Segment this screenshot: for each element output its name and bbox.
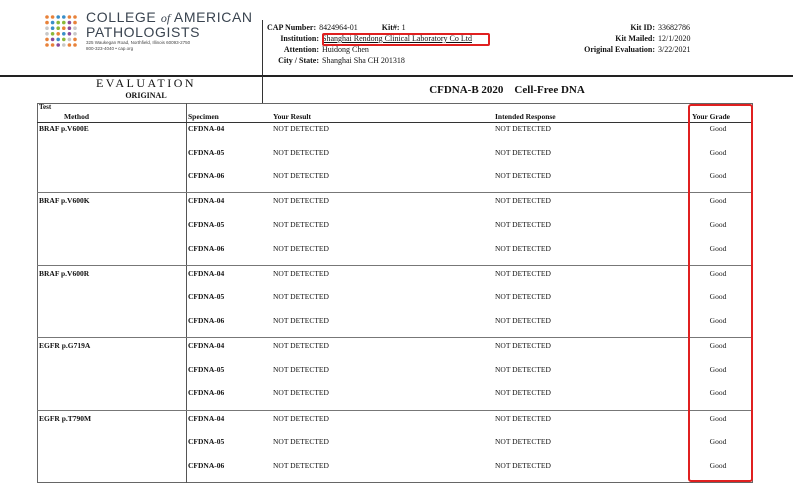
evaluation-title: EVALUATION	[95, 76, 197, 90]
logo-dot	[68, 21, 72, 25]
attention-label: Attention:	[283, 45, 319, 54]
logo-address-line: 325 Waukegan Road, Northfield, Illinois 60093-2750	[86, 40, 191, 45]
logo-dot	[51, 38, 55, 42]
logo-dot	[45, 43, 49, 47]
logo-dot	[73, 26, 77, 30]
specimen-cell: CFDNA-04	[188, 268, 225, 278]
group-rule	[37, 410, 753, 411]
logo-dot	[45, 21, 49, 25]
result-cell: NOT DETECTED	[273, 268, 329, 278]
test-name: BRAF p.V600E	[39, 124, 89, 133]
logo-dot	[62, 15, 66, 19]
result-cell: NOT DETECTED	[273, 341, 329, 351]
original-evaluation-value: 3/22/2021	[658, 45, 691, 54]
logo-dot	[56, 26, 60, 30]
logo-dot	[62, 32, 66, 36]
logo-dot	[56, 43, 60, 47]
logo-dot	[73, 43, 77, 47]
result-cell: NOT DETECTED	[273, 292, 329, 302]
group-rule	[37, 337, 753, 338]
cap-number-label: CAP Number:	[267, 23, 317, 32]
logo-dot	[73, 38, 77, 42]
result-cell: NOT DETECTED	[273, 147, 329, 157]
logo-dot	[51, 43, 55, 47]
grade-cell: Good	[709, 196, 727, 206]
grade-cell: Good	[709, 341, 727, 351]
cap-number-row	[267, 22, 472, 33]
grade-cell: Good	[709, 171, 727, 181]
logo-address	[86, 40, 190, 52]
cap-logo-dots-icon	[44, 14, 78, 48]
logo-name	[86, 10, 253, 39]
header-divider	[262, 20, 263, 76]
original-evaluation-label: Original Evaluation:	[584, 45, 655, 54]
intended-response-cell: NOT DETECTED	[495, 196, 551, 206]
kit-id-label: Kit ID:	[630, 23, 655, 32]
logo-dot	[56, 15, 60, 19]
logo-dot	[51, 21, 55, 25]
result-cell: NOT DETECTED	[273, 437, 329, 447]
grade-cell: Good	[709, 388, 727, 398]
intended-response-cell: NOT DETECTED	[495, 388, 551, 398]
header-your-result: Your Result	[273, 112, 311, 121]
intended-response-cell: NOT DETECTED	[495, 413, 551, 423]
logo-dot	[62, 43, 66, 47]
logo-dot	[51, 15, 55, 19]
test-name: BRAF p.V600K	[39, 196, 90, 206]
specimen-cell: CFDNA-05	[188, 292, 225, 302]
specimen-cell: CFDNA-05	[188, 437, 225, 447]
header-method: Method	[64, 112, 89, 121]
group-rule	[37, 265, 753, 266]
logo-dot	[68, 43, 72, 47]
specimen-cell: CFDNA-06	[188, 460, 225, 470]
specimen-cell: CFDNA-05	[188, 364, 225, 374]
intended-response-cell: NOT DETECTED	[495, 341, 551, 351]
logo-dot	[45, 32, 49, 36]
kit-number	[382, 22, 406, 33]
specimen-cell: CFDNA-06	[188, 171, 225, 181]
specimen-cell: CFDNA-06	[188, 243, 225, 253]
logo-dot	[68, 15, 72, 19]
intended-response-cell: NOT DETECTED	[495, 292, 551, 302]
intended-response-cell: NOT DETECTED	[495, 243, 551, 253]
result-cell: NOT DETECTED	[273, 220, 329, 229]
specimen-cell: CFDNA-04	[188, 413, 225, 423]
cap-number-value: 8424964-01	[319, 23, 358, 32]
result-cell: NOT DETECTED	[273, 316, 329, 325]
logo-dot	[51, 32, 55, 36]
grade-cell: Good	[709, 243, 727, 253]
city-state-label: City / State:	[278, 56, 319, 65]
logo-dot	[45, 26, 49, 30]
result-cell: NOT DETECTED	[273, 196, 329, 206]
logo-dot	[62, 38, 66, 42]
intended-response-cell: NOT DETECTED	[495, 171, 551, 181]
evaluation-subtitle: ORIGINAL	[125, 91, 167, 100]
intended-response-cell: NOT DETECTED	[495, 460, 551, 470]
grade-cell: Good	[709, 268, 727, 278]
result-cell: NOT DETECTED	[273, 243, 329, 253]
logo-dot	[56, 32, 60, 36]
institution-label: Institution:	[280, 34, 319, 43]
cap-logo	[38, 8, 263, 66]
kit-info-values	[658, 22, 690, 55]
results-table	[37, 103, 753, 483]
kit-mailed-value: 12/1/2020	[658, 34, 691, 43]
specimen-cell: CFDNA-06	[188, 388, 225, 398]
intended-response-cell: NOT DETECTED	[495, 124, 551, 133]
header-specimen: Specimen	[188, 112, 219, 121]
logo-dot	[68, 38, 72, 42]
grade-cell: Good	[709, 147, 727, 157]
grade-cell: Good	[709, 220, 727, 229]
kit-info-labels	[584, 22, 657, 55]
intended-response-cell: NOT DETECTED	[495, 316, 551, 325]
intended-response-cell: NOT DETECTED	[495, 268, 551, 278]
logo-contact-line: 800-323-4040 • cap.org	[86, 46, 134, 51]
logo-dot	[56, 21, 60, 25]
logo-dot	[62, 21, 66, 25]
header-intended-response: Intended Response	[495, 112, 556, 121]
group-rule	[37, 192, 753, 193]
attention-value: Huidong Chen	[322, 45, 369, 54]
specimen-cell: CFDNA-06	[188, 316, 225, 325]
logo-dot	[73, 32, 77, 36]
test-name: EGFR p.G719A	[39, 341, 91, 351]
result-cell: NOT DETECTED	[273, 124, 329, 133]
intended-response-cell: NOT DETECTED	[495, 147, 551, 157]
specimen-cell: CFDNA-04	[188, 124, 225, 133]
grade-cell: Good	[709, 364, 727, 374]
grade-cell: Good	[709, 460, 727, 470]
logo-dot	[45, 15, 49, 19]
result-cell: NOT DETECTED	[273, 171, 329, 181]
institution-highlight-box	[322, 33, 490, 46]
grade-column-highlight-box	[688, 104, 753, 482]
logo-dot	[51, 26, 55, 30]
result-cell: NOT DETECTED	[273, 388, 329, 398]
result-cell: NOT DETECTED	[273, 364, 329, 374]
logo-dot	[45, 38, 49, 42]
kit-number-label: Kit#:	[381, 23, 400, 32]
intended-response-cell: NOT DETECTED	[495, 437, 551, 447]
table-header-rule	[37, 122, 753, 123]
grade-cell: Good	[709, 437, 727, 447]
logo-name-american: AMERICAN	[173, 9, 253, 25]
logo-name-of: of	[160, 11, 171, 25]
specimen-cell: CFDNA-04	[188, 341, 225, 351]
institution-value: Shanghai Rendong Clinical Laboratory Co Ltd	[322, 34, 472, 43]
logo-dot	[62, 26, 66, 30]
kit-id-value: 33682786	[658, 23, 690, 32]
kit-mailed-label: Kit Mailed:	[615, 34, 655, 43]
logo-name-pathologists: PATHOLOGISTS	[86, 24, 201, 40]
result-cell: NOT DETECTED	[273, 460, 329, 470]
result-cell: NOT DETECTED	[273, 413, 329, 423]
header-test: Test	[39, 103, 52, 111]
logo-dot	[56, 38, 60, 42]
specimen-cell: CFDNA-05	[188, 220, 225, 229]
intended-response-cell: NOT DETECTED	[495, 364, 551, 374]
logo-dot	[68, 32, 72, 36]
grade-cell: Good	[709, 316, 727, 325]
logo-dot	[73, 15, 77, 19]
logo-name-college: COLLEGE	[86, 9, 157, 25]
grade-cell: Good	[709, 292, 727, 302]
test-name: EGFR p.T790M	[39, 413, 92, 423]
city-state-row	[267, 55, 472, 66]
logo-dot	[68, 26, 72, 30]
header-your-grade: Your Grade	[692, 112, 730, 121]
city-state-value: Shanghai Sha CH 201318	[322, 56, 405, 65]
grade-cell: Good	[709, 124, 727, 133]
specimen-cell: CFDNA-05	[188, 147, 225, 157]
program-title: CFDNA-B 2020 Cell-Free DNA	[429, 84, 585, 96]
test-name: BRAF p.V600R	[39, 268, 90, 278]
logo-dot	[73, 21, 77, 25]
specimen-cell: CFDNA-04	[188, 196, 225, 206]
grade-cell: Good	[709, 413, 727, 423]
table-column-divider	[186, 103, 187, 483]
kit-number-value: 1	[401, 23, 406, 32]
intended-response-cell: NOT DETECTED	[495, 220, 551, 229]
